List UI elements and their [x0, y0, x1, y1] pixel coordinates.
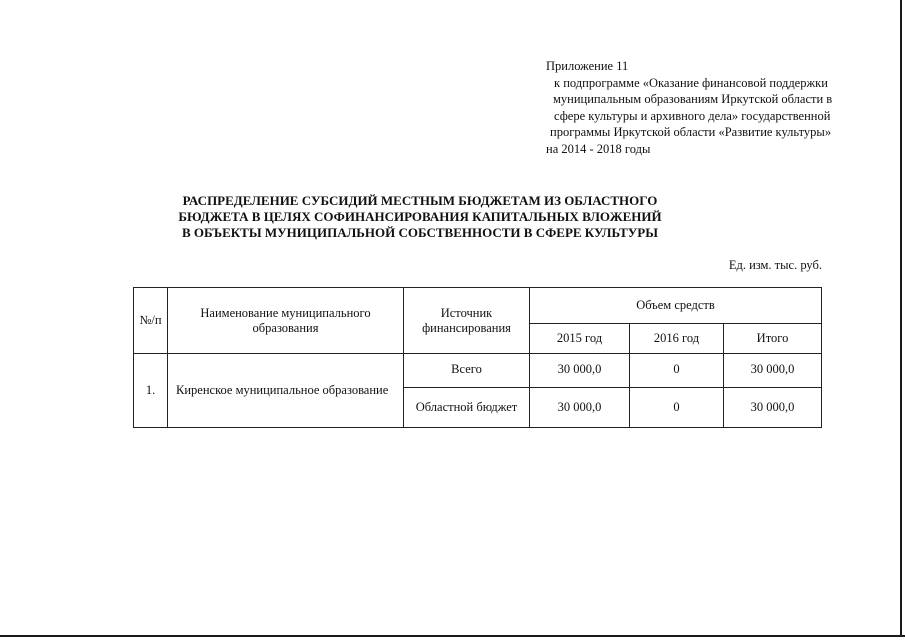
- title-line: РАСПРЕДЕЛЕНИЕ СУБСИДИЙ МЕСТНЫМ БЮДЖЕТАМ ИЗ ОБЛАСТНОГО: [182, 193, 658, 208]
- title-line: БЮДЖЕТА В ЦЕЛЯХ СОФИНАНСИРОВАНИЯ КАПИТАЛЬНЫХ ВЛОЖЕНИЙ: [178, 209, 662, 224]
- subsidy-table: [133, 287, 822, 428]
- header-volume: Объем средств: [530, 288, 822, 324]
- header-name: Наименование муниципального образования: [168, 288, 404, 354]
- title-line: В ОБЪЕКТЫ МУНИЦИПАЛЬНОЙ СОБСТВЕННОСТИ В СФЕРЕ КУЛЬТУРЫ: [181, 225, 659, 240]
- appendix-line: к подпрограмме «Оказание финансовой поддержки: [554, 75, 828, 90]
- row-2015: 30 000,0: [530, 354, 630, 388]
- header-num: №/п: [134, 288, 168, 354]
- header-2015: 2015 год: [530, 324, 630, 354]
- header-source: Источник финансирования: [404, 288, 530, 354]
- document-title: [120, 193, 720, 241]
- row-total: 30 000,0: [724, 388, 822, 428]
- row-2016: 0: [630, 354, 724, 388]
- appendix-line: Приложение 11: [546, 59, 629, 73]
- page-edge-right: [900, 0, 902, 636]
- appendix-line: на 2014 - 2018 годы: [546, 141, 651, 156]
- row-source: Всего: [404, 354, 530, 388]
- header-2016: 2016 год: [630, 324, 724, 354]
- unit-label: Ед. изм. тыс. руб.: [728, 258, 822, 272]
- row-total: 30 000,0: [724, 354, 822, 388]
- row-num: 1.: [134, 354, 168, 428]
- appendix-line: сфере культуры и архивного дела» государственной: [554, 108, 831, 123]
- appendix-note: [540, 58, 860, 157]
- table-row: [134, 354, 822, 388]
- row-source: Областной бюджет: [404, 388, 530, 428]
- header-row: [134, 288, 822, 324]
- row-2016: 0: [630, 388, 724, 428]
- row-2015: 30 000,0: [530, 388, 630, 428]
- row-name: Киренское муниципальное образование: [168, 354, 404, 428]
- header-total: Итого: [724, 324, 822, 354]
- page-edge-bottom: [0, 635, 905, 637]
- appendix-line: программы Иркутской области «Развитие культуры»: [550, 125, 832, 139]
- appendix-line: муниципальным образованиям Иркутской области в: [553, 92, 833, 106]
